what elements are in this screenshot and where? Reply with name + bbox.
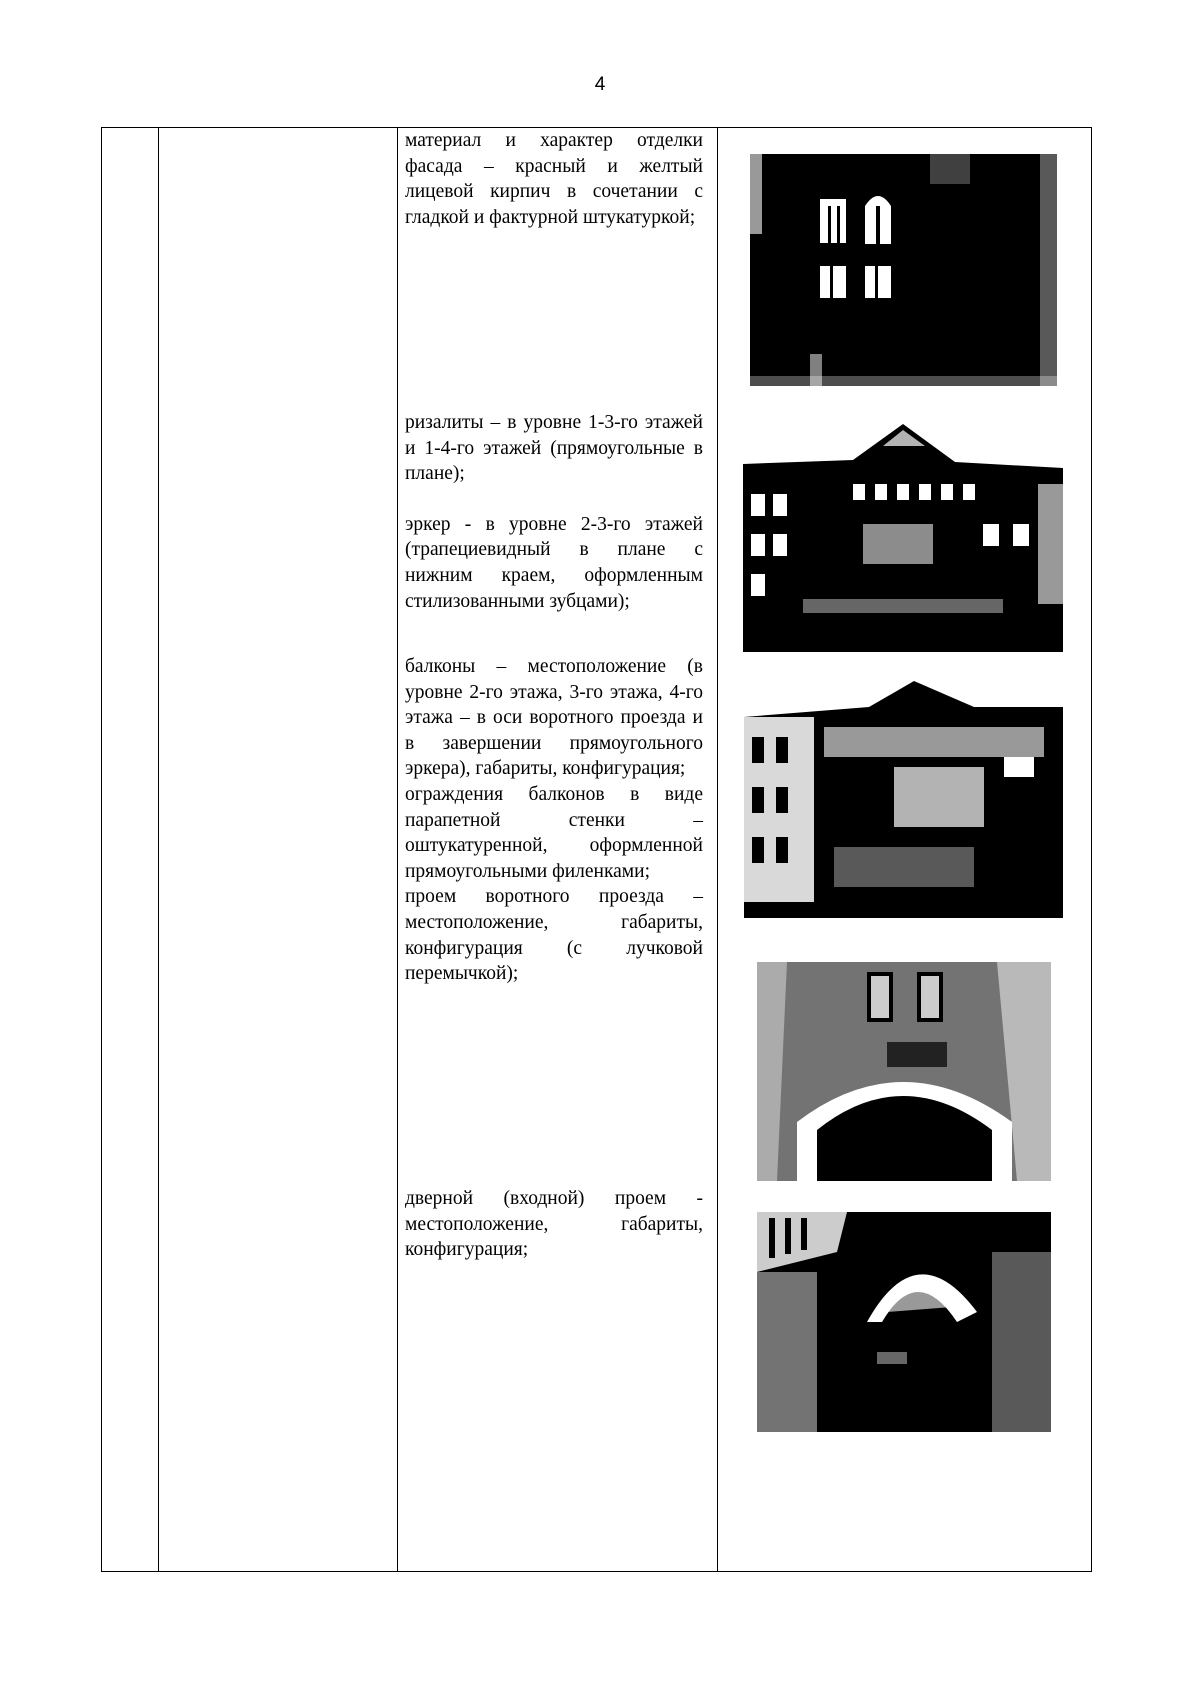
balconies-photo [744,677,1063,918]
paragraph: ризалиты – в уровне 1-3-го этажей и 1-4-го этажей (прямоугольные в плане); [405,412,703,485]
paragraph: проем воротного проезда – местоположение, габариты, конфигурация (с лучковой перемычкой); [405,886,703,985]
text-block-door [405,1186,703,1263]
page-number: 4 [594,74,606,95]
door-arch-photo [757,1212,1051,1432]
paragraph: дверной (входной) проем - местоположение, габариты, конфигурация; [405,1188,703,1261]
column-divider-2 [397,128,398,1571]
text-block-facade [405,128,703,230]
paragraph: балконы – местоположение (в уровне 2-го этажа, 3-го этажа, 4-го этажа – в оси воротного проезда и в завершении прямоугольного эркера), габариты, конфигурация; [405,656,703,780]
text-block-risalits [405,410,703,614]
gate-arch-photo [757,962,1051,1181]
paragraph: материал и характер отделки фасада – красный и желтый лицевой кирпич в сочетании с гладкой и фактурной штукатуркой; [405,130,703,228]
column-divider-1 [158,128,159,1571]
facade-windows-photo [750,154,1057,386]
column-divider-3 [717,128,718,1571]
paragraph: ограждения балконов в виде парапетной стенки – оштукатуренной, оформленной прямоугольными филенками; [405,783,703,882]
paragraph: эркер - в уровне 2-3-го этажей (трапециевидный в плане с нижним краем, оформленным стилизованными зубцами); [405,513,703,612]
building-gable-photo [743,424,1063,652]
text-block-balconies [405,654,703,987]
